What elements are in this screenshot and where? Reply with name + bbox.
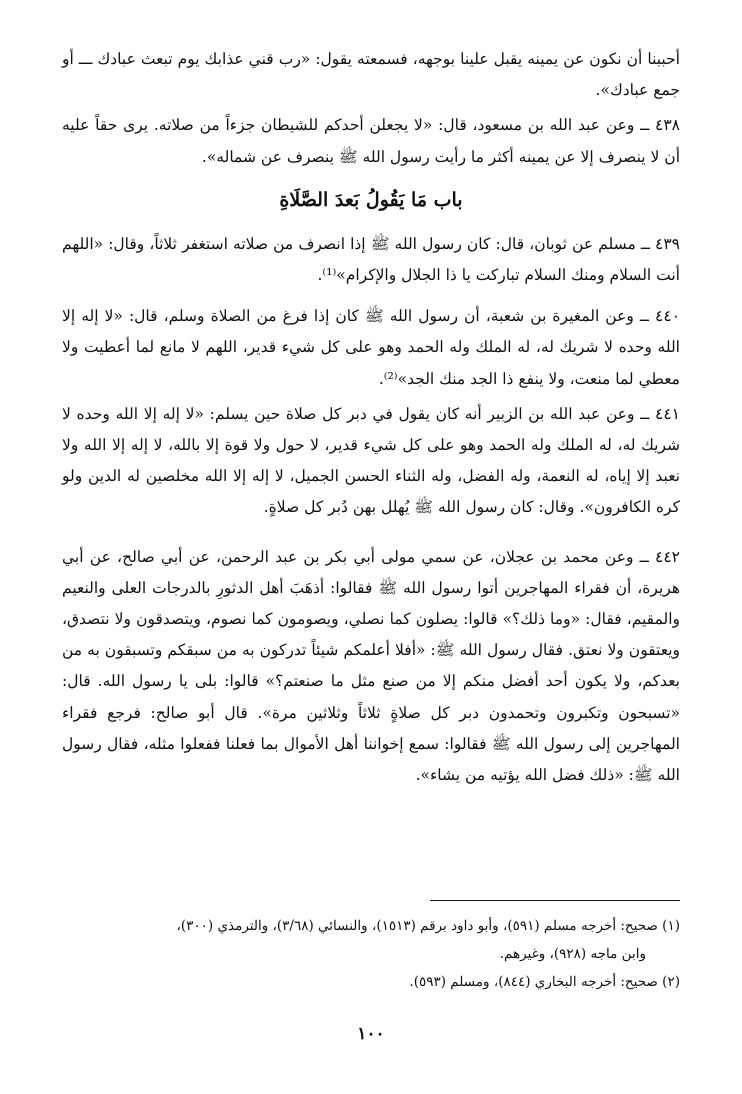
hadith-438: ٤٣٨ ــ وعن عبد الله بن مسعود، قال: «لا يجعلن أحدكم للشيطان جزءاً من صلاته. يرى حقاً عليه أن لا ينصرف إلا عن يمينه أكثر ما رأيت رسول الله ﷺ ينصرف عن شماله». [62,116,680,166]
hadith-441: ٤٤١ ــ وعن عبد الله بن الزبير أنه كان يقول في دبر كل صلاة حين يسلم: «لا إله إلا الله وحده لا شريك له، له الملك وله الحمد وهو على كل شيء قدير، لا حول ولا قوة إلا بالله، لا إله إلا الله ولا نعبد إلا إياه، له النعمة، وله الفضل، وله الثناء الحسن الجميل، لا إله إلا الله مخلصين له الدين ولو كره الكافرون». وقال: كان رسول الله ﷺ يُهلل بهن دُبر كل صلاةٍ. [62,404,680,517]
footnote-1-continued: وابن ماجه (٩٢٨)، وغيرهم. [499,946,646,962]
hadith-440: ٤٤٠ ــ وعن المغيرة بن شعبة، أن رسول الله ﷺ كان إذا فرغ من الصلاة وسلم، قال: «لا إله إلا الله وحده لا شريك له، له الملك وله الحمد وهو على كل شيء قدير، اللهم لا مانع لما أعطيت ولا معطي لما منعت، ولا ينفع ذا الجد منك الجد»⁽²⁾. [62,307,680,388]
paragraph-continuation: أحببنا أن نكون عن يمينه يقبل علينا بوجهه، فسمعته يقول: «رب قني عذابك يوم تبعث عبادك ـــ أو جمع عبادك». [62,50,680,100]
chapter-heading: باب مَا يَقُولُ بَعدَ الصَّلَاةِ [279,188,463,211]
footnote-divider [430,900,680,901]
footnotes [62,912,680,996]
hadith-442: ٤٤٢ ــ وعن محمد بن عجلان، عن سمي مولى أبي بكر بن عبد الرحمن، عن أبي صالح، عن أبي هريرة، أن فقراء المهاجرين أتوا رسول الله ﷺ فقالوا: أذهَبَ أهل الدثورِ بالدرجات العلى والنعيم والمقيم، فقال: «وما ذلك؟» قالوا: يصلون كما نصلي، ويصومون كما نصوم، ويتصدقون ولا نتصدق، ويعتقون ولا نعتق. فقال رسول الله ﷺ: «أفلا أعلمكم شيئاً تدركون به من سبقكم وتسبقون به من بعدكم، ولا يكون أحد أفضل منكم إلا من صنع مثل ما صنعتم؟» قالوا: بلى يا رسول الله. قال: «تسبحون وتكبرون وتحمدون دبر كل صلاةٍ ثلاثاً وثلاثين مرة». قال أبو صالح: فرجع فقراء المهاجرين إلى رسول الله ﷺ فقالوا: سمع إخواننا أهل الأموال بما فعلنا ففعلوا مثله، فقال رسول الله ﷺ: «ذلك فضل الله يؤتيه من يشاء». [62,547,680,785]
footnote-2: (٢) صحيح: أخرجه البخاري (٨٤٤)، ومسلم (٥٩٣). [409,974,680,990]
main-text [62,44,680,791]
page-number: ١٠٠ [357,1024,385,1044]
footnote-1: (١) صحيح: أخرجه مسلم (٥٩١)، وأبو داود برقم (١٥١٣)، والنسائي (٣/٦٨)، والترمذي (٣٠٠)، [176,918,680,934]
hadith-439: ٤٣٩ ــ مسلم عن ثوبان، قال: كان رسول الله ﷺ إذا انصرف من صلاته استغفر ثلاثاً، وقال: «اللهم أنت السلام ومنك السلام تباركت يا ذا الجلال والإكرام»⁽¹⁾. [62,234,680,285]
